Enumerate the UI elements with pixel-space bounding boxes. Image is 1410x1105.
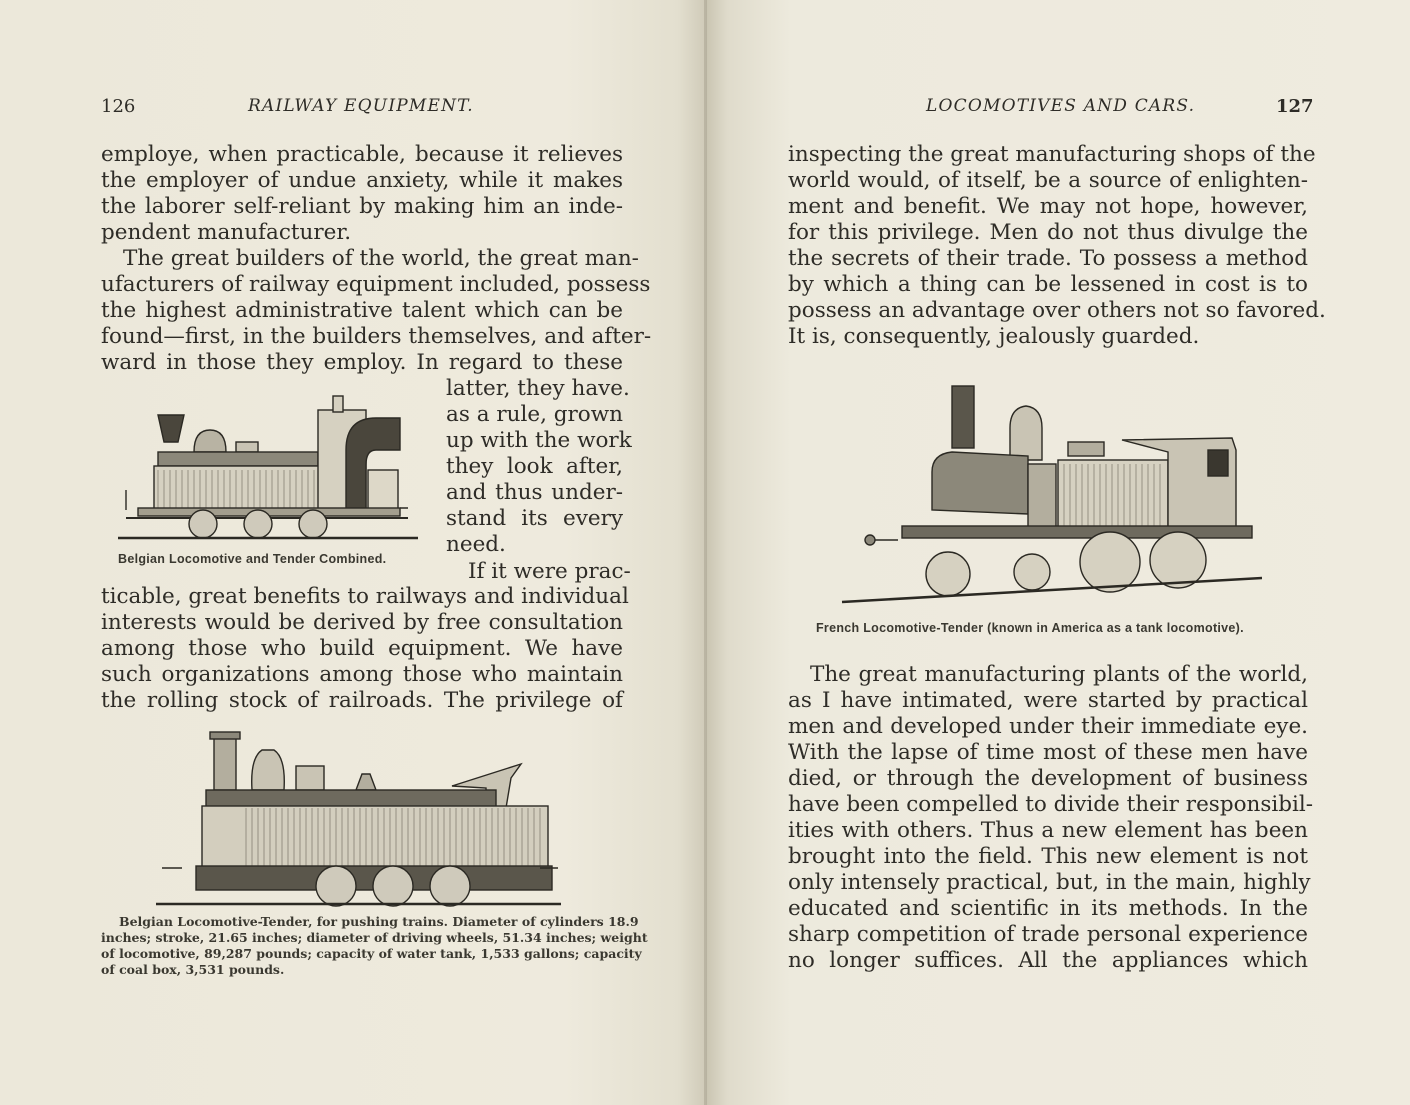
text-line: It is, consequently, jealously guarded.: [788, 324, 1200, 349]
text-line: latter, they have.: [446, 376, 630, 401]
text-line: the employer of undue anxiety, while it makes: [101, 168, 623, 193]
paragraph-2: [101, 246, 652, 376]
figure-belgian-locomotive-tender: [156, 728, 561, 908]
text-line: world would, of itself, be a source of enlighten-: [788, 168, 1308, 193]
text-line: died, or through the development of business: [788, 766, 1308, 791]
figure-french-locomotive-tender: [832, 380, 1262, 610]
text-line: the secrets of their trade. To possess a method: [788, 246, 1308, 271]
running-head: RAILWAY EQUIPMENT.: [248, 96, 474, 116]
right-page: [706, 0, 1410, 1105]
text-line: no longer suffices. All the appliances which: [788, 948, 1308, 973]
text-line: for this privilege. Men do not thus divulge the: [788, 220, 1308, 245]
figure-caption: Belgian Locomotive and Tender Combined.: [118, 552, 387, 566]
text-line: men and developed under their immediate eye.: [788, 714, 1308, 739]
text-line: ufacturers of railway equipment included, possess: [101, 272, 651, 297]
text-line: ticable, great benefits to railways and individual: [101, 584, 629, 609]
caption-line: inches; stroke, 21.65 inches; diameter of driving wheels, 51.34 inches; weight: [101, 930, 648, 945]
locomotive-illustration-icon: [118, 390, 418, 545]
text-line: and thus under-: [446, 480, 623, 505]
figure-belgian-locomotive: [118, 390, 418, 545]
text-line: If it were prac-: [468, 559, 631, 584]
text-line: the highest administrative talent which can be: [101, 298, 623, 323]
text-line: ment and benefit. We may not hope, however,: [788, 194, 1308, 219]
paragraph-1: [788, 142, 1326, 350]
paragraph-3-start: [468, 559, 631, 585]
text-line: brought into the field. This new element is not: [788, 844, 1308, 869]
text-line: With the lapse of time most of these men have: [788, 740, 1308, 765]
wrapped-text: [446, 376, 632, 558]
text-line: stand its every: [446, 506, 623, 531]
text-line: ities with others. Thus a new element has been: [788, 818, 1308, 843]
text-line: among those who build equipment. We have: [101, 636, 623, 661]
text-line: by which a thing can be lessened in cost is to: [788, 272, 1308, 297]
caption-line: Belgian Locomotive-Tender, for pushing trains. Diameter of cylinders 18.9: [119, 914, 639, 929]
text-line: sharp competition of trade personal experience: [788, 922, 1308, 947]
text-line: only intensely practical, but, in the main, highly: [788, 870, 1311, 895]
text-line: ward in those they employ. In regard to these: [101, 350, 623, 375]
text-line: up with the work: [446, 428, 632, 453]
book-gutter: [704, 0, 707, 1105]
text-line: inspecting the great manufacturing shops of the: [788, 142, 1316, 167]
figure-caption: French Locomotive-Tender (known in America as a tank locomotive).: [816, 621, 1244, 635]
running-head: LOCOMOTIVES AND CARS.: [926, 96, 1196, 116]
text-line: need.: [446, 532, 506, 557]
text-line: employe, when practicable, because it relieves: [101, 142, 623, 167]
text-line: possess an advantage over others not so favored.: [788, 298, 1326, 323]
paragraph-3: [101, 584, 629, 714]
text-line: the rolling stock of railroads. The privilege of: [101, 688, 623, 713]
locomotive-illustration-icon: [156, 728, 561, 908]
page-number: 127: [1276, 96, 1314, 117]
text-line: educated and scientific in its methods. In the: [788, 896, 1308, 921]
text-line: the laborer self-reliant by making him an inde-: [101, 194, 623, 219]
text-line: The great manufacturing plants of the world,: [810, 662, 1308, 687]
text-line: they look after,: [446, 454, 623, 479]
text-line: such organizations among those who maintain: [101, 662, 623, 687]
caption-line: of coal box, 3,531 pounds.: [101, 962, 285, 977]
page-number: 126: [101, 96, 136, 117]
text-line: interests would be derived by free consultation: [101, 610, 623, 635]
paragraph-2: [788, 662, 1314, 974]
figure-caption: [101, 914, 648, 978]
text-line: have been compelled to divide their responsibil-: [788, 792, 1314, 817]
paragraph-1: [101, 142, 623, 246]
caption-line: of locomotive, 89,287 pounds; capacity of water tank, 1,533 gallons; capacity: [101, 946, 642, 961]
text-line: as I have intimated, were started by practical: [788, 688, 1308, 713]
text-line: found—first, in the builders themselves, and after-: [101, 324, 652, 349]
text-line: as a rule, grown: [446, 402, 623, 427]
locomotive-illustration-icon: [832, 380, 1262, 610]
text-line: pendent manufacturer.: [101, 220, 352, 245]
text-line: The great builders of the world, the great man-: [123, 246, 639, 271]
